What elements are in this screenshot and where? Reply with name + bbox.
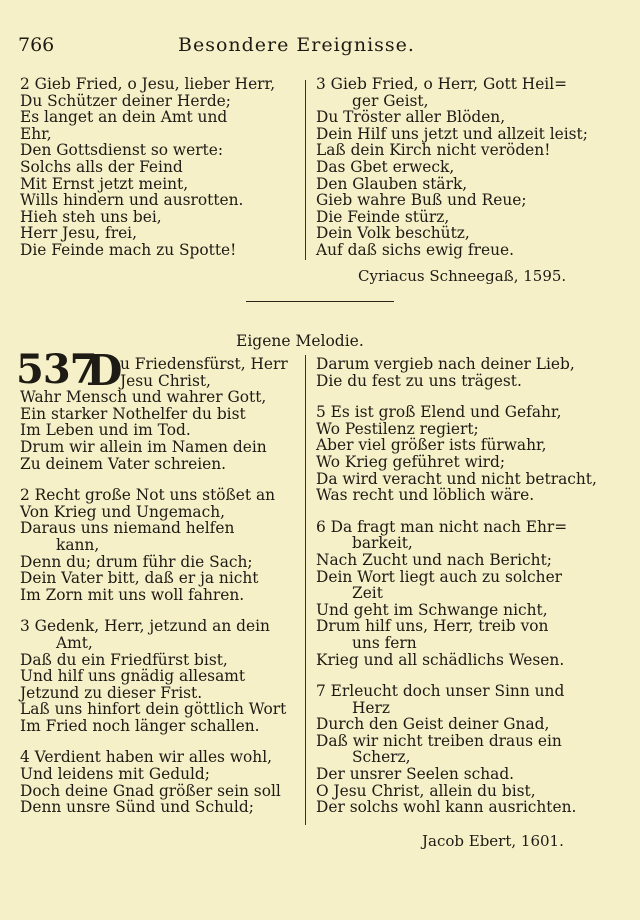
verse-line: Aber viel größer ists fürwahr,: [316, 436, 547, 455]
verse-line: ger Geist,: [352, 91, 429, 110]
verse-line: Amt,: [56, 633, 93, 652]
verse-line: Ein starker Nothelfer du bist: [20, 404, 246, 423]
verse-line: 6 Da fragt man nicht nach Ehr=: [316, 517, 568, 536]
running-title: Besondere Ereignisse.: [178, 34, 415, 56]
verse-line: Scherz,: [352, 748, 411, 767]
page-number: 766: [18, 34, 55, 56]
hymn-number: 537: [16, 346, 97, 393]
verse-line: Herz: [352, 698, 390, 717]
prev-hymn-stanza-2: [20, 76, 298, 259]
drop-capital: D: [86, 346, 123, 395]
verse-line: Wahr Mensch und wahrer Gott,: [20, 388, 267, 407]
verse-line: Die du fest zu uns trägest.: [316, 371, 522, 390]
verse-line: Wo Pestilenz regiert;: [316, 419, 479, 438]
verse-line: Nach Zucht und nach Bericht;: [316, 550, 552, 569]
verse-line: Der solchs wohl kann ausrichten.: [316, 798, 577, 817]
verse-line: Im Leben und im Tod.: [20, 421, 191, 440]
verse-line: Laß dein Kirch nicht veröden!: [316, 141, 551, 160]
verse-line: Denn du; drum führ die Sach;: [20, 552, 253, 571]
verse-line: Durch den Geist deiner Gnad,: [316, 715, 550, 734]
verse-line: Gieb wahre Buß und Reue;: [316, 191, 527, 210]
verse-line: Krieg und all schädlichs Wesen.: [316, 650, 565, 669]
verse-line: Herr Jesu, frei,: [20, 224, 137, 243]
verse-line: u Friedensfürst, Herr: [120, 355, 288, 373]
verse-line: Doch deine Gnad größer sein soll: [20, 781, 281, 800]
verse-line: Den Gottsdienst so werte:: [20, 141, 224, 160]
verse-line: Laß uns hinfort dein göttlich Wort: [20, 700, 287, 719]
stanza-gap: [316, 504, 608, 519]
verse-line: kann,: [56, 535, 100, 554]
stanza-gap: [20, 472, 302, 487]
verse-line: 2 Recht große Not uns stößet an: [20, 486, 276, 505]
verse-line: Jetzund zu dieser Frist.: [20, 683, 203, 702]
verse-line: Hieh steh uns bei,: [20, 207, 162, 226]
verse-line: Und hilf uns gnädig allesamt: [20, 667, 246, 686]
hymn-left-column: [20, 356, 302, 816]
hymn-right-column: [316, 356, 608, 816]
verse-line: Was recht und löblich wäre.: [316, 486, 535, 505]
verse-line: Wo Krieg geführet wird;: [316, 452, 506, 471]
verse-line: Daraus uns niemand helfen: [20, 519, 235, 538]
verse-line: uns fern: [352, 633, 417, 652]
hymn-author: Jacob Ebert, 1601.: [422, 832, 564, 850]
verse-line: Dein Hilf uns jetzt und allzeit leist;: [316, 124, 588, 143]
column-divider: [305, 80, 306, 260]
column-divider: [305, 355, 306, 825]
verse-line: Und leidens mit Geduld;: [20, 765, 210, 784]
stanza-gap: [316, 668, 608, 683]
stanza-gap: [20, 603, 302, 618]
verse-line: Die Feinde mach zu Spotte!: [20, 240, 237, 259]
verse-line: O Jesu Christ, allein du bist,: [316, 781, 536, 800]
verse-line: 3 Gedenk, Herr, jetzund an dein: [20, 617, 270, 636]
verse-line: Im Zorn mit uns woll fahren.: [20, 585, 245, 604]
verse-line: Drum hilf uns, Herr, treib von: [316, 617, 549, 636]
verse-line: 3 Gieb Fried, o Herr, Gott Heil=: [316, 75, 568, 93]
verse-line: Du Tröster aller Blöden,: [316, 108, 506, 127]
verse-line: Den Glauben stärk,: [316, 174, 468, 193]
verse-line: Von Krieg und Ungemach,: [20, 502, 226, 521]
melody-note: Eigene Melodie.: [236, 332, 364, 350]
verse-line: Dein Vater bitt, daß er ja nicht: [20, 569, 259, 588]
stanza-gap: [316, 389, 608, 404]
verse-line: Daß du ein Friedfürst bist,: [20, 650, 228, 669]
verse-line: Daß wir nicht treiben draus ein: [316, 731, 562, 750]
verse-line: Denn unsre Sünd und Schuld;: [20, 798, 254, 817]
verse-line: 4 Verdient haben wir alles wohl,: [20, 748, 273, 767]
verse-line: Da wird veracht und nicht betracht,: [316, 469, 597, 488]
verse-line: Die Feinde stürz,: [316, 207, 450, 226]
hymn-separator-rule: [246, 301, 394, 302]
verse-line: Ehr,: [20, 124, 52, 143]
stanza-gap: [20, 734, 302, 749]
verse-line: Zu deinem Vater schreien.: [20, 454, 227, 473]
verse-line: Im Fried noch länger schallen.: [20, 716, 260, 735]
verse-line: 5 Es ist groß Elend und Gefahr,: [316, 403, 562, 422]
verse-line: Jesu Christ,: [120, 371, 211, 390]
verse-line: Du Schützer deiner Herde;: [20, 91, 231, 110]
prev-hymn-author: Cyriacus Schneegaß, 1595.: [358, 267, 567, 285]
verse-line: Dein Volk beschütz,: [316, 224, 470, 243]
verse-line: Mit Ernst jetzt meint,: [20, 174, 189, 193]
verse-line: Wills hindern und ausrotten.: [20, 191, 244, 210]
verse-line: Solchs alls der Feind: [20, 157, 183, 176]
prev-hymn-stanza-3: [316, 76, 608, 259]
verse-line: Drum wir allein im Namen dein: [20, 437, 267, 456]
verse-line: Dein Wort liegt auch zu solcher: [316, 567, 563, 586]
verse-line: Es langet an dein Amt und: [20, 108, 228, 127]
verse-line: Zeit: [352, 584, 383, 603]
verse-line: 2 Gieb Fried, o Jesu, lieber Herr,: [20, 75, 276, 93]
verse-line: barkeit,: [352, 534, 413, 553]
verse-line: Der unsrer Seelen schad.: [316, 765, 515, 784]
verse-line: Darum vergieb nach deiner Lieb,: [316, 355, 575, 373]
verse-line: Das Gbet erweck,: [316, 157, 455, 176]
verse-line: Auf daß sichs ewig freue.: [316, 240, 514, 259]
verse-line: 7 Erleucht doch unser Sinn und: [316, 682, 565, 701]
verse-line: Und geht im Schwange nicht,: [316, 600, 548, 619]
